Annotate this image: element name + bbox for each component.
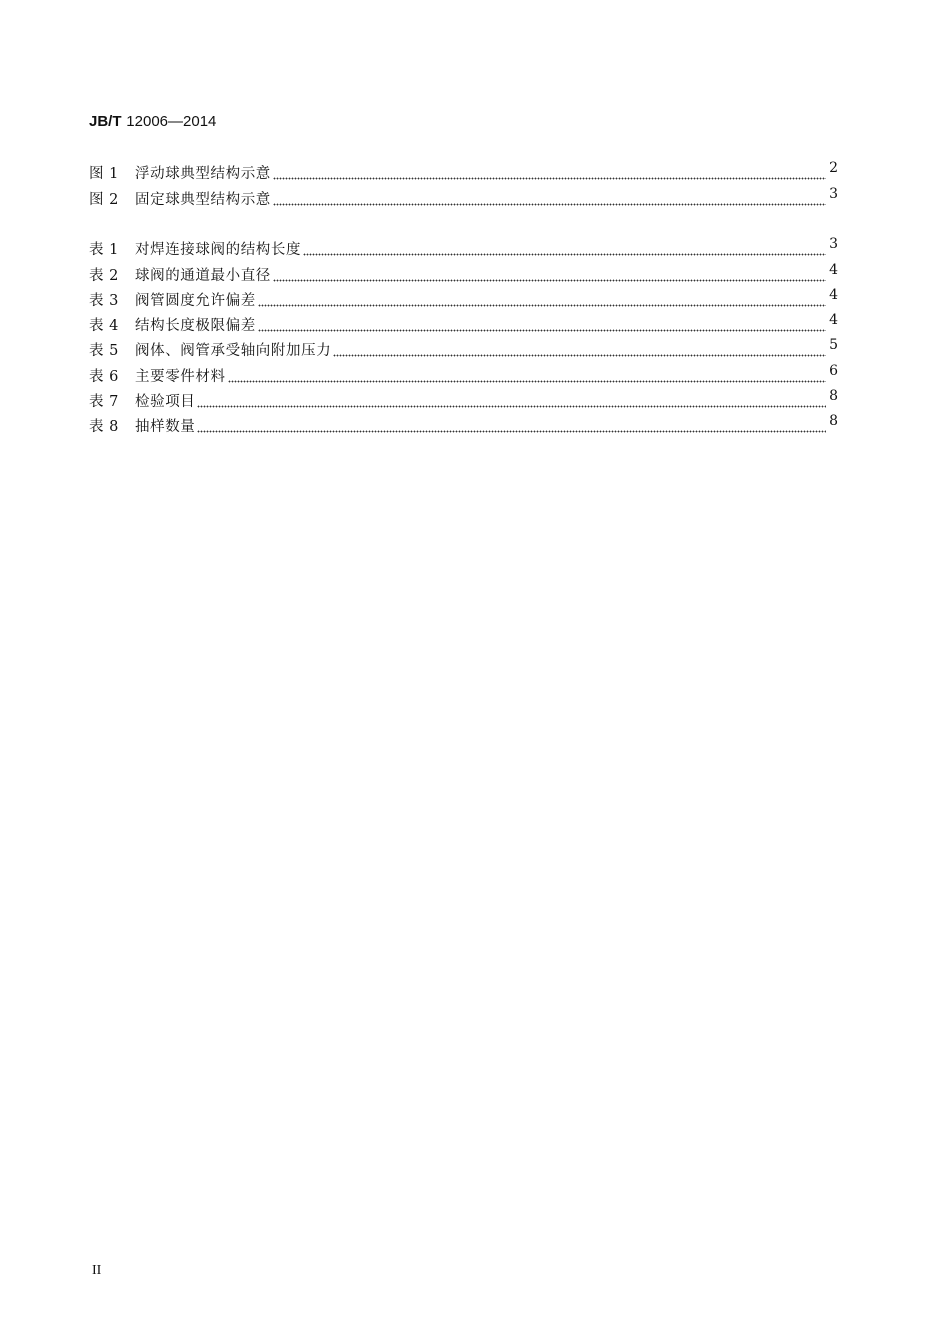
toc-entry-figure-2[interactable] [89,183,838,208]
toc-entry-number: 表 4 [89,318,119,335]
dot-leader [273,194,826,206]
table-list [89,234,838,436]
toc-entry-title: 检验项目 [135,394,196,411]
toc-entry-page: 4 [829,261,838,278]
toc-entry-page: 3 [829,236,838,253]
toc-entry-table-8[interactable] [89,411,838,436]
toc-entry-page: 3 [829,185,838,202]
standard-code-header [89,112,216,131]
page-number: II [92,1263,102,1278]
standard-number: 12006—2014 [126,113,217,130]
toc-entry-page: 4 [829,312,838,329]
toc-entry-table-4[interactable] [89,310,838,335]
toc-entry-number: 表 8 [89,419,119,436]
dot-leader [258,295,826,307]
toc-entry-figure-1[interactable] [89,158,838,183]
toc-entry-number: 表 5 [89,343,119,360]
toc-entry-number: 表 6 [89,368,119,385]
toc-entry-title: 阀体、阀管承受轴向附加压力 [135,343,332,360]
toc-entry-title: 球阀的通道最小直径 [135,267,271,284]
toc-entry-title: 阀管圆度允许偏差 [135,292,256,309]
toc-entry-table-6[interactable] [89,360,838,385]
toc-entry-title: 对焊连接球阀的结构长度 [135,242,302,259]
toc-entry-number: 图 2 [89,191,119,208]
toc-entry-title: 浮动球典型结构示意 [135,166,271,183]
toc-entry-table-5[interactable] [89,335,838,360]
dot-leader [273,270,826,282]
toc-entry-title: 主要零件材料 [135,368,226,385]
toc-entry-number: 图 1 [89,166,119,183]
toc-entry-table-3[interactable] [89,285,838,310]
dot-leader [273,168,826,180]
dot-leader [303,244,826,256]
toc-entry-title: 结构长度极限偏差 [135,318,256,335]
toc-entry-number: 表 1 [89,242,119,259]
toc-entry-title: 抽样数量 [135,419,196,436]
toc-entry-table-1[interactable] [89,234,838,259]
dot-leader [197,421,826,433]
toc-entry-page: 4 [829,286,838,303]
figure-list [89,158,838,209]
toc-entry-page: 5 [829,337,838,354]
toc-entry-page: 8 [829,388,838,405]
toc-entry-title: 固定球典型结构示意 [135,191,271,208]
dot-leader [228,371,826,383]
toc-entry-table-2[interactable] [89,259,838,284]
toc-entry-number: 表 3 [89,292,119,309]
toc-entry-table-7[interactable] [89,386,838,411]
dot-leader [333,345,826,357]
standard-prefix: JB/T [89,113,122,130]
toc-entry-page: 6 [829,362,838,379]
dot-leader [258,320,826,332]
toc-entry-page: 2 [829,160,838,177]
toc-entry-number: 表 2 [89,267,119,284]
dot-leader [197,396,826,408]
toc-entry-number: 表 7 [89,394,119,411]
toc-entry-page: 8 [829,413,838,430]
